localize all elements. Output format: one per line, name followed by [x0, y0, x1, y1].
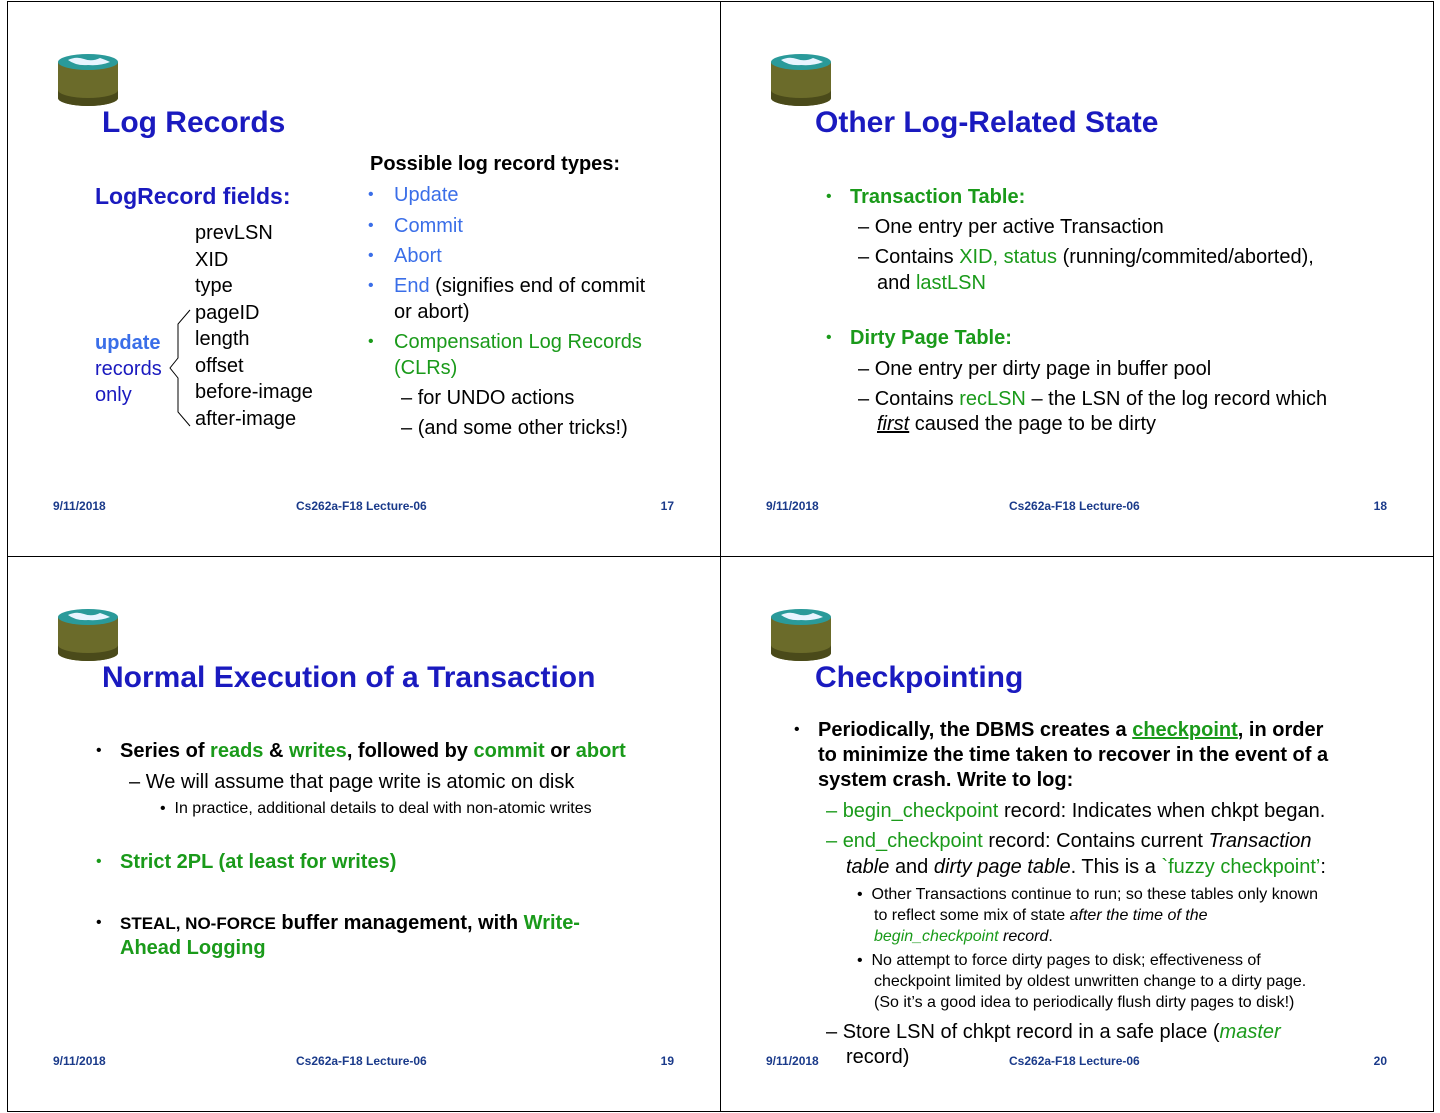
footer-date: 9/11/2018	[53, 1054, 106, 1068]
type-item-end: End (signifies end of commit	[394, 275, 646, 297]
field-item: after-image	[195, 407, 297, 430]
slide-18: Other Log-Related State • Transaction Table: – One entry per active Transaction – Contains XID, status (running/commited/aborted), and lastLSN • Dirty Page Table: – One entry per dirty page in buffer pool – Contains recLSN – the LSN of the log record which first caused the page to be dirty 9/11/2018 Cs262a-F18 Lecture-06 18	[720, 1, 1434, 557]
footer-course: Cs262a-F18 Lecture-06	[296, 499, 427, 513]
field-item: XID	[195, 248, 229, 271]
database-logo-icon	[769, 50, 833, 108]
slide-20: Checkpointing • Periodically, the DBMS creates a checkpoint, in order to minimize the time taken to recover in the event of a system crash. Write to log: – begin_checkpoint record: Indicates when chkpt began. – end_checkpoint record: Contains current Transaction table and dirty page table. This is a `fuzzy checkpoint’: • Other Transactions continue to run; so these tables only known to reflect some mix of state after the time of the begin_checkpoint record. • No attempt to force dirty pages to disk; effectiveness of checkpoint limited by oldest unwritten change to a dirty page. (So it’s a good idea to periodically flush dirty pages to disk!) – Store LSN of chkpt record in a safe place (master record) 9/11/2018 Cs262a-F18 Lecture-06 20	[720, 556, 1434, 1112]
database-logo-icon	[56, 50, 120, 108]
footer-course: Cs262a-F18 Lecture-06	[296, 1054, 427, 1068]
type-item: Commit	[394, 215, 463, 237]
transaction-table-heading: Transaction Table:	[850, 186, 1026, 208]
bullet-strict-2pl: Strict 2PL (at least for writes)	[120, 851, 397, 873]
footer-date: 9/11/2018	[53, 499, 106, 513]
update-records-label: update records only	[95, 332, 162, 406]
end-checkpoint-line: – end_checkpoint record: Contains current Transaction	[826, 830, 1312, 852]
slide-17: Log Records LogRecord fields: prevLSN XID type pageID length offset before-image after-image update records only Possible log record types: • Update • Commit • Abort • End (signifies end of commit or abort) • Compensation Log Records (CLRs) – for UNDO actions – (and some other tricks!) 9/11/2018 Cs262a-F18 Lecture-06 17	[7, 1, 721, 557]
type-item: Abort	[394, 245, 442, 267]
fields-heading: LogRecord fields:	[95, 183, 291, 209]
slide-title: Log Records	[102, 106, 286, 139]
note-no-force: • No attempt to force dirty pages to disk; effectiveness of checkpoint limited by oldest unwritten change to a dirty page. (So it’s a good idea to periodically flush dirty pages to disk!)	[857, 952, 1307, 1011]
slide-title: Checkpointing	[815, 661, 1024, 694]
footer-course: Cs262a-F18 Lecture-06	[1009, 499, 1140, 513]
field-list	[195, 220, 313, 432]
clr-sub-item: – (and some other tricks!)	[401, 417, 628, 439]
database-logo-icon	[769, 605, 833, 663]
store-lsn-line: – Store LSN of chkpt record in a safe place (master	[826, 1021, 1281, 1043]
field-item: type	[195, 275, 233, 297]
database-logo-icon	[56, 605, 120, 663]
slide-number: 18	[1373, 499, 1387, 513]
slide-number: 19	[660, 1054, 674, 1068]
footer-date: 9/11/2018	[766, 499, 819, 513]
footer-course: Cs262a-F18 Lecture-06	[1009, 1054, 1140, 1068]
bullet-periodically: Periodically, the DBMS creates a checkpoint, in order	[818, 719, 1324, 741]
field-item: offset	[195, 354, 244, 377]
field-item: before-image	[195, 381, 313, 403]
bullet-series: Series of reads & writes, followed by commit or abort	[120, 740, 626, 762]
brace-icon	[168, 308, 194, 428]
dirty-page-table-heading: Dirty Page Table:	[850, 327, 1012, 349]
clr-sub-item: – for UNDO actions	[401, 387, 575, 409]
field-item: prevLSN	[195, 222, 273, 244]
slide-number: 20	[1373, 1054, 1387, 1068]
types-heading: Possible log record types:	[370, 153, 621, 175]
bullet-steal: STEAL, NO-FORCE buffer management, with Write-	[120, 912, 580, 934]
field-item: length	[195, 328, 250, 350]
slide-title: Normal Execution of a Transaction	[102, 661, 596, 694]
type-item: Update	[394, 184, 459, 206]
field-item: pageID	[195, 301, 260, 324]
footer-date: 9/11/2018	[766, 1054, 819, 1068]
begin-checkpoint-line: – begin_checkpoint record: Indicates when chkpt began.	[826, 800, 1326, 822]
slide-title: Other Log-Related State	[815, 106, 1159, 139]
type-item-clr: Compensation Log Records	[394, 331, 642, 353]
slide-number: 17	[660, 499, 674, 513]
slide-19: Normal Execution of a Transaction • Series of reads & writes, followed by commit or abort – We will assume that page write is atomic on disk • In practice, additional details to deal with non-atomic writes • Strict 2PL (at least for writes) • STEAL, NO-FORCE buffer management, with Write- Ahead Logging 9/11/2018 Cs262a-F18 Lecture-06 19	[7, 556, 721, 1112]
note-other-transactions: • Other Transactions continue to run; so these tables only known to reflect some mix of state after the time of the begin_checkpoint record.	[857, 886, 1318, 945]
